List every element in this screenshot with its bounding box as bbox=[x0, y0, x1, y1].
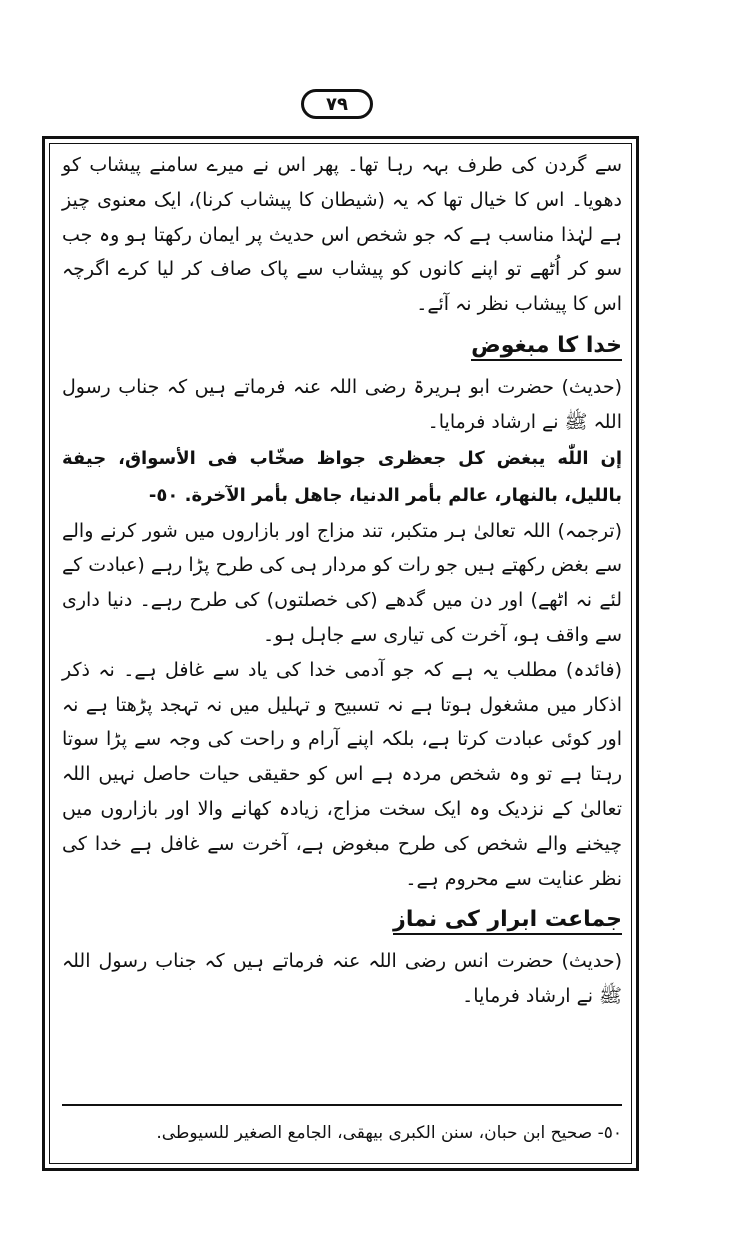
hadith-translation: (ترجمہ) اللہ تعالیٰ ہر متکبر، تند مزاج اور بازاروں میں شور کرنے والے سے بغض رکھتے ہیں جو رات کو مردار ہی کی طرح پڑا رہے (عبادت کے لئے نہ اٹھے) اور دن میں گدھے (کی خصلتوں) کی طرح رہے۔ دنیا داری سے واقف ہو، آخرت کی تیاری سے جاہل ہو۔ bbox=[62, 519, 622, 646]
section-heading-text: جماعت ابرار کی نماز bbox=[393, 907, 622, 935]
section-heading-text: خدا کا مبغوض bbox=[471, 333, 622, 361]
page-number: ٧٩ bbox=[301, 89, 373, 119]
hadith-intro: (حدیث) حضرت انس رضی اللہ عنہ فرماتے ہیں کہ جناب رسول اللہ ﷺ نے ارشاد فرمایا۔ bbox=[62, 950, 622, 1008]
footnote-divider bbox=[62, 1104, 622, 1106]
section-heading-khuda-ka-mabghoodh bbox=[62, 326, 622, 366]
page-content bbox=[62, 148, 622, 1014]
hadith-arabic-text: إن اللّٰه يبغض كل جعظرى جواظ صخّاب فى الأسواق، جيفة بالليل، بالنهار، عالم بأمر الدنيا، جاهل بأمر الآخرة. ٥٠- bbox=[62, 447, 622, 506]
section-heading-jamaat-abrar bbox=[62, 900, 622, 940]
hadith-intro: (حدیث) حضرت ابو ہریرۃ رضی اللہ عنہ فرماتے ہیں کہ جناب رسول اللہ ﷺ نے ارشاد فرمایا۔ bbox=[62, 375, 622, 433]
footnote: ٥٠- صحيح ابن حبان، سنن الكبرى بيهقى، الجامع الصغير للسيوطى. bbox=[156, 1123, 622, 1143]
paragraph-continuation: سے گردن کی طرف بہہ رہا تھا۔ پھر اس نے میرے سامنے پیشاب کو دھویا۔ اس کا خیال تھا کہ یہ (شیطان کا پیشاب کرنا)، ایک معنوی چیز ہے لہٰذا مناسب ہے کہ جو شخص اس حدیث پر ایمان رکھتا ہو وہ جب سو کر اُٹھے تو اپنے کانوں کو پیشاب سے پاک صاف کر لیا کرے اگرچہ اس کا پیشاب نظر نہ آئے۔ bbox=[62, 154, 622, 316]
hadith-explanation: (فائدہ) مطلب یہ ہے کہ جو آدمی خدا کی یاد سے غافل ہے۔ نہ ذکر اذکار میں مشغول ہوتا ہے نہ تسبیح و تہلیل میں نہ تہجد پڑھتا ہے نہ اور کوئی عبادت کرتا ہے، بلکہ اپنے آرام و راحت کی وجہ سے پڑا سوتا رہتا ہے تو وہ شخص مردہ ہے اس کو حقیقی حیات حاصل نہیں اللہ تعالیٰ کے نزدیک وہ ایک سخت مزاج، زیادہ کھانے والا اور بازاروں میں چیخنے والے شخص کی طرح مبغوض ہے، آخرت سے غافل ہے خدا کی نظر عنایت سے محروم ہے۔ bbox=[62, 658, 622, 890]
